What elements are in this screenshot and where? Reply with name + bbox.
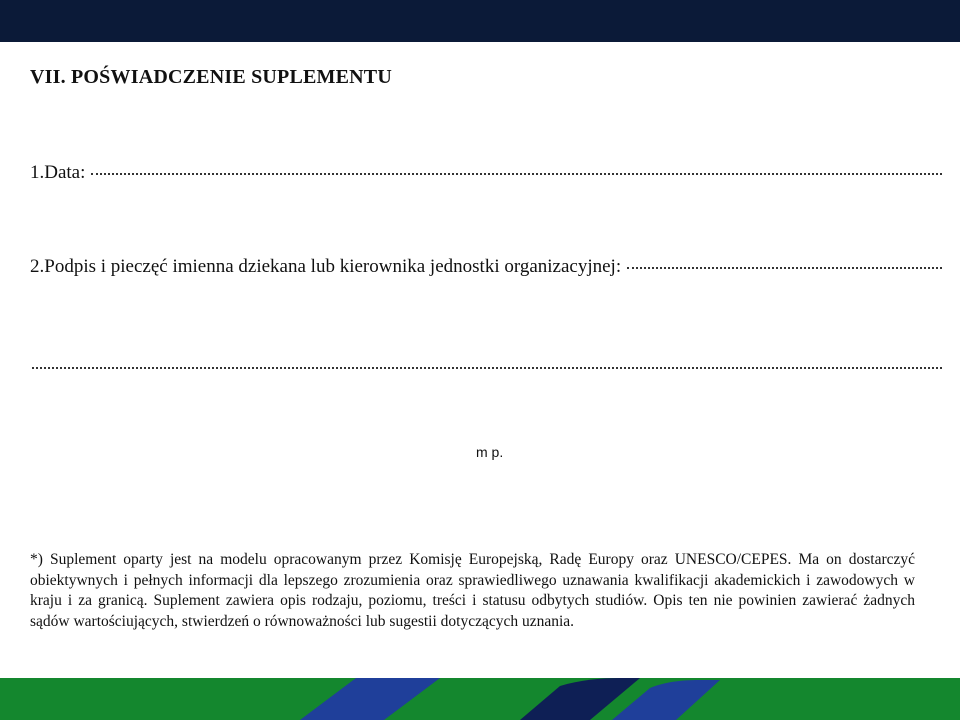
top-bar [0, 0, 960, 42]
decorative-bottom-band [0, 678, 960, 720]
date-label: 1.Data: [30, 162, 86, 183]
footnote-text: *) Suplement oparty jest na modelu opracowanym przez Komisję Europejską, Radę Europy oraz UNESCO/CEPES. Ma on dostarczyć obiektywnych i pełnych informacji dla lepszego zrozumienia oraz sprawiedliwego uznawania kwalifikacji akademickich i zawodowych w kraju i za granicą. Suplement zawiera opis rodzaju, poziomu, treści i statusu odbytych studiów. Opis ten nie powinien zawierać żadnych sądów wartościujących, stwierdzeń o równoważności lub sugestii dotyczących uznania. [30, 551, 915, 630]
signature-continuation-line [32, 365, 942, 369]
section-heading: VII. POŚWIADCZENIE SUPLEMENTU [30, 66, 392, 88]
date-dotted-line [91, 171, 942, 175]
signature-field-row [30, 256, 942, 278]
signature-dotted-line [627, 265, 942, 269]
date-field-row [30, 162, 942, 184]
stamp-placeholder-label: m p. [476, 444, 504, 460]
signature-label: 2.Podpis i pieczęć imienna dziekana lub kierownika jednostki organizacyjnej: [30, 256, 622, 277]
